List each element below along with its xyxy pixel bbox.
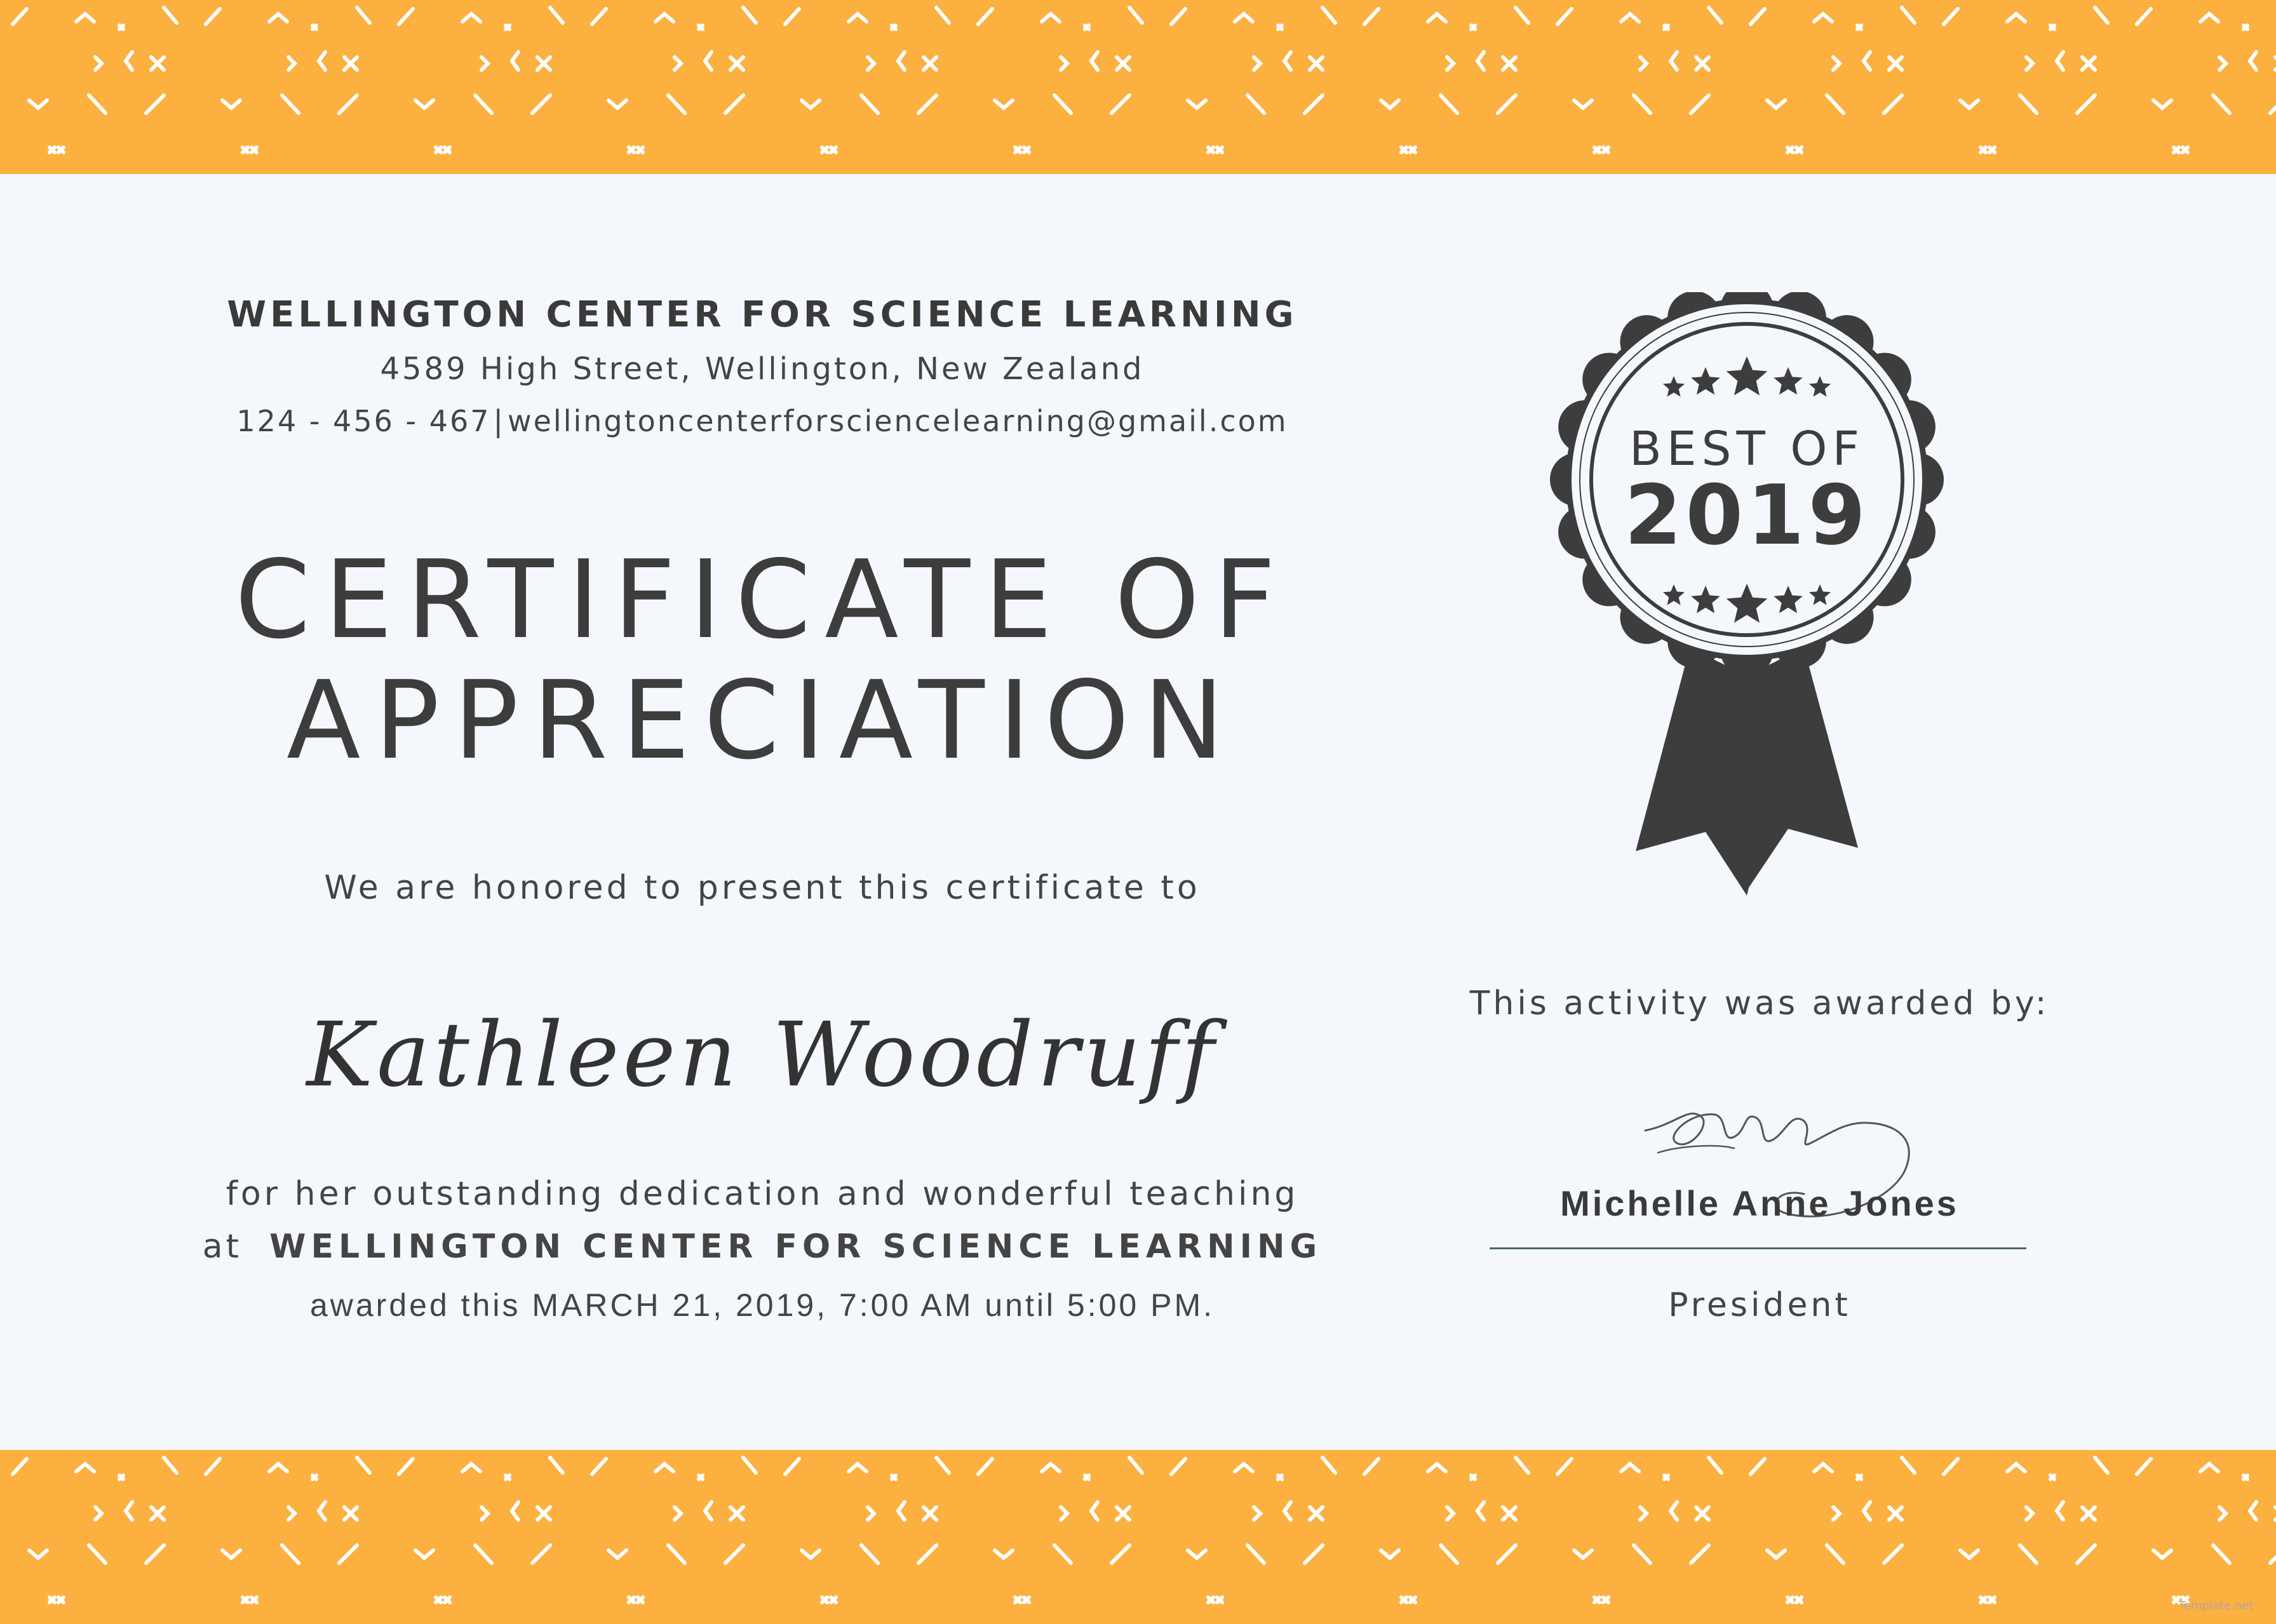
bottom-decorative-band bbox=[0, 1450, 2276, 1624]
organization-line-name: WELLINGTON CENTER FOR SCIENCE LEARNING bbox=[269, 1228, 1323, 1266]
organization-phone: 124 - 456 - 467 bbox=[236, 404, 491, 438]
badge-year: 2019 bbox=[1624, 467, 1869, 563]
reason-text: for her outstanding dedication and wonderful teaching bbox=[226, 1175, 1299, 1213]
certificate-title-line2: APPRECIATION bbox=[286, 658, 1238, 784]
awarded-by-label: This activity was awarded by: bbox=[1469, 984, 2050, 1023]
organization-prefix: at bbox=[202, 1228, 243, 1266]
presentation-text: We are honored to present this certificate to bbox=[324, 869, 1201, 907]
signature-image bbox=[1639, 1099, 1944, 1251]
contact-separator: | bbox=[493, 404, 505, 438]
badge-label: BEST OF bbox=[1629, 422, 1865, 476]
signature-line bbox=[1490, 1247, 2026, 1249]
signer-name: Michelle Anne Jones bbox=[1560, 1183, 1959, 1223]
organization-contact bbox=[127, 404, 1397, 438]
award-ribbon-icon bbox=[1537, 292, 1956, 896]
brand-watermark: Template.net bbox=[2179, 1599, 2254, 1613]
organization-email: wellingtoncenterforsciencelearning@gmail.com bbox=[508, 404, 1288, 438]
top-decorative-band bbox=[0, 0, 2276, 174]
recipient-name: Kathleen Woodruff bbox=[306, 1003, 1218, 1107]
organization-name: WELLINGTON CENTER FOR SCIENCE LEARNING bbox=[227, 294, 1298, 335]
award-date-text: awarded this MARCH 21, 2019, 7:00 AM until 5:00 PM. bbox=[309, 1287, 1215, 1323]
organization-address: 4589 High Street, Wellington, New Zealand bbox=[380, 351, 1145, 387]
certificate-title bbox=[127, 537, 1397, 784]
signer-title: President bbox=[1668, 1286, 1851, 1324]
organization-line bbox=[127, 1228, 1397, 1266]
certificate-title-line1: CERTIFICATE OF bbox=[234, 537, 1290, 663]
